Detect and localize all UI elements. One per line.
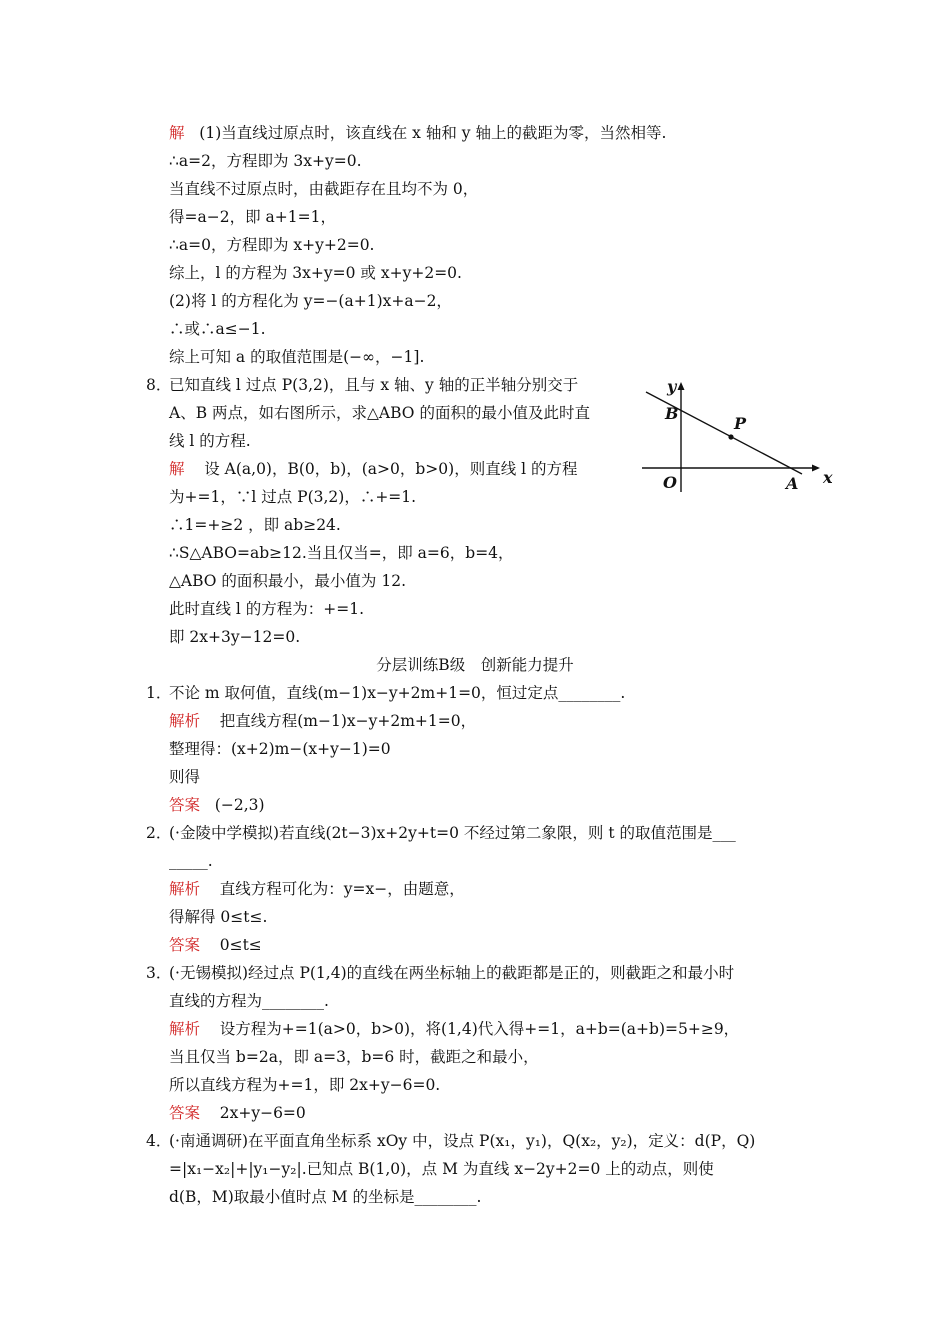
solution-line: ∴a=2，方程即为 3x+y=0. [169,152,362,170]
solution-line [169,459,578,479]
solution-line: 得=a−2，即 a+1=1， [169,208,336,226]
solution-text: 设 A(a,0)，B(0，b)，(a>0，b>0)，则直线 l 的方程 [204,460,578,478]
solution-line: ∴或∴a≤−1. [169,320,266,338]
solution-line: 则得 [169,768,201,786]
solution-text: (1)当直线过原点时，该直线在 x 轴和 y 轴上的截距为零，当然相等. [199,124,667,142]
question-text: 不论 m 取何值，直线(m−1)x−y+2m+1=0，恒过定点________. [169,684,626,702]
answer-text: 0≤t≤ [219,936,262,954]
question-number: 3． [146,964,172,982]
question-text: A、B 两点，如右图所示，求△ABO 的面积的最小值及此时直 [169,404,590,422]
solution-line: 所以直线方程为+=1，即 2x+y−6=0. [169,1076,441,1094]
analysis-tag: 解析 [169,880,201,898]
question-text: (·金陵中学模拟)若直线(2t−3)x+2y+t=0 不经过第二象限，则 t 的取值范围是___ [169,824,736,842]
solution-line: 综上可知 a 的取值范围是(−∞，−1]. [169,348,425,366]
solution-line: 为+=1，∵l 过点 P(3,2)，∴+=1. [169,488,417,506]
coordinate-figure [640,372,840,497]
point-p [728,434,733,439]
solution-line: (2)将 l 的方程化为 y=−(a+1)x+a−2， [169,292,452,310]
section-title: 分层训练B级 创新能力提升 [376,656,574,674]
solution-line [169,1019,739,1039]
x-axis-label: x [823,468,833,487]
question-text: 线 l 的方程. [169,432,251,450]
analysis-tag: 解析 [169,1020,201,1038]
question-text: 直线的方程为________. [169,992,329,1010]
solution-tag: 解 [169,124,185,142]
analysis-tag: 解析 [169,712,201,730]
solution-line [169,123,666,143]
question-text: 已知直线 l 过点 P(3,2)，且与 x 轴、y 轴的正半轴分别交于 [169,376,579,394]
question-text: (·南通调研)在平面直角坐标系 xOy 中，设点 P(x₁，y₁)，Q(x₂，y₂)，定义：d(P，Q) [169,1132,756,1150]
solution-line: 当且仅当 b=2a，即 a=3，b=6 时，截距之和最小， [169,1048,539,1066]
answer-line [169,935,262,955]
answer-tag: 答案 [169,796,201,814]
answer-tag: 答案 [169,936,201,954]
solution-text: 把直线方程(m−1)x−y+2m+1=0， [219,712,477,730]
solution-text: 设方程为+=1(a>0，b>0)，将(1,4)代入得+=1，a+b=(a+b)=5+≥9， [219,1020,740,1038]
question-text: _____. [169,852,213,870]
y-axis-label: y [667,377,677,396]
solution-line [169,879,465,899]
x-axis-arrow [812,465,820,472]
answer-line [169,1103,306,1123]
solution-line: 当直线不过原点时，由截距存在且均不为 0， [169,180,479,198]
solution-line: 即 2x+3y−12=0. [169,628,301,646]
solution-line: △ABO 的面积最小，最小值为 12. [169,572,407,590]
point-b-label: B [665,404,679,423]
question-number: 2． [146,824,172,842]
solution-line: 整理得：(x+2)m−(x+y−1)=0 [169,740,391,758]
y-axis-arrow [678,382,685,390]
question-number: 4． [146,1132,172,1150]
solution-line: ∴a=0，方程即为 x+y+2=0. [169,236,375,254]
question-text: (·无锡模拟)经过点 P(1,4)的直线在两坐标轴上的截距都是正的，则截距之和最小时 [169,964,735,982]
solution-line [169,711,476,731]
question-number: 1． [146,684,172,702]
solution-line: 此时直线 l 的方程为：+=1. [169,600,365,618]
answer-line [169,795,265,815]
origin-label: O [663,473,677,492]
point-a-label: A [786,474,799,493]
solution-line: ∴1=+≥2 ，即 ab≥24. [169,516,341,534]
point-p-label: P [734,414,747,433]
question-number: 8． [146,376,172,394]
answer-text: (−2,3) [214,796,265,814]
question-text: =|x₁−x₂|+|y₁−y₂|.已知点 B(1,0)，点 M 为直线 x−2y+2=0 上的动点，则使 [169,1160,714,1178]
answer-tag: 答案 [169,1104,201,1122]
solution-tag: 解 [169,460,185,478]
answer-text: 2x+y−6=0 [219,1104,306,1122]
solution-line: 得解得 0≤t≤. [169,908,268,926]
question-text: d(B，M)取最小值时点 M 的坐标是________. [169,1188,482,1206]
solution-line: ∴S△ABO=ab≥12.当且仅当=，即 a=6，b=4， [169,544,514,562]
solution-text: 直线方程可化为：y=x−，由题意， [219,880,465,898]
solution-line: 综上，l 的方程为 3x+y=0 或 x+y+2=0. [169,264,462,282]
